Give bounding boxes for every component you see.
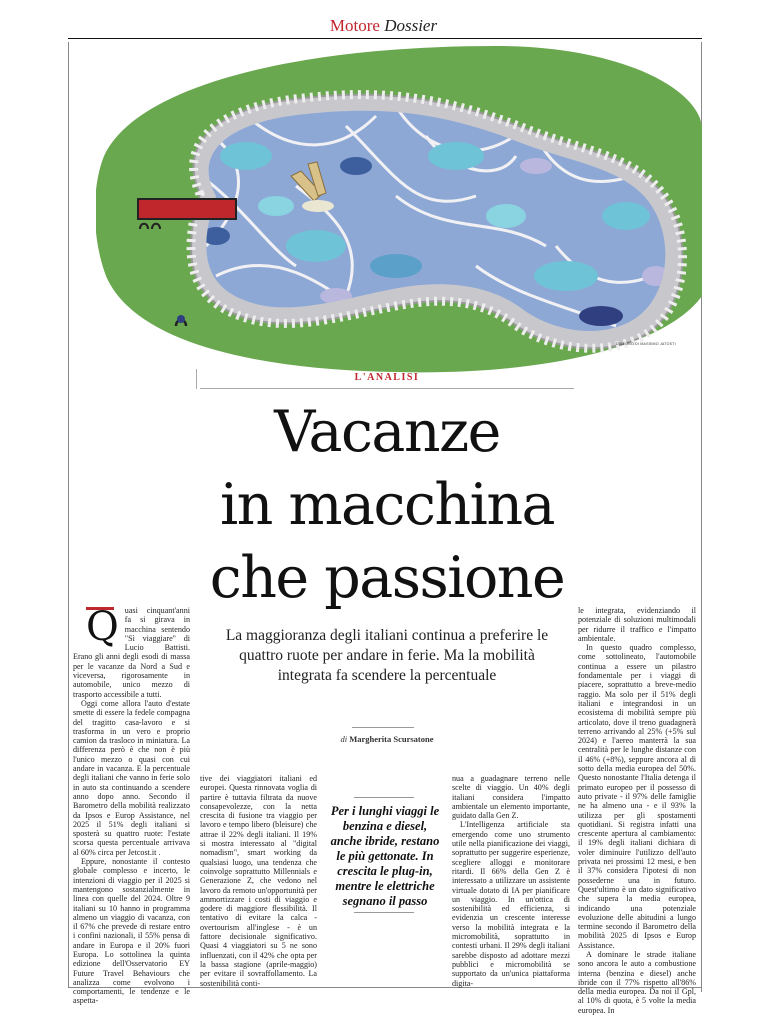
page-header (0, 0, 767, 40)
frame-left-rule (68, 42, 69, 987)
article-subtitle: La maggioranza degli italiani continua a preferire le quattro ruote per andare in ferie. Ma la mobilità integrata fa scendere la percentuale (225, 627, 549, 684)
paragraph: le integrata, evidenziando il potenziale di soluzioni multimodali per ridurre il traffico e l'impatto ambientale. (578, 606, 696, 643)
article-kicker: L'ANALISI (354, 372, 420, 383)
byline-rule (352, 727, 414, 728)
text-column-1 (73, 606, 190, 1006)
paragraph: A dominare le strade italiane sono ancora le auto a combustione interna (benzina e diesel) anche ibride con il 77% rispetto all'86% della media europea. Da noi il Gpl, al 10% di quota, è 5 volte la media europea. In (578, 949, 696, 1015)
dropcap: Q (86, 604, 119, 650)
author-name: Margherita Scursatone (349, 734, 434, 744)
pullquote: Per i lunghi viaggi le benzina e diesel, anche ibride, restano le più gettonate. In crescita le plug-in, mentre le elettriche segnano il passo (330, 804, 440, 908)
article-title (200, 396, 574, 615)
text-column-4 (578, 606, 696, 1015)
paragraph: In questo quadro complesso, come sottolineato, l'automobile continua a essere un pilastro fondamentale per i viaggi di piacere, soprattutto a breve-medio raggio. Ma solo per il 51% degli italiani e integrandosi in un ecosistema di mobilità sempre più articolato, dove il treno guadagnerà terreno arrivando al 25% (+5% sul 2024) e l'aereo manterrà la sua centralità per le lunghe distanze con il 46% (+8%), seppure ancora al di sotto della media europea del 50%. Questo nonostante l'Italia detenga il primato europeo per il possesso di auto private - il 97% delle famiglie ne ha almeno una - e il 93% la utilizza per gli spostamenti quotidiani. Si registra infatti una crescente apertura al cambiamento: il 19% degli italiani dichiara di voler diminuire l'utilizzo dell'auto privata nei prossimi 12 mesi, e ben il 37% considera l'ipotesi di non possederne una in futuro. Quest'ultimo è un dato significativo che supera la media europea, indicando una potenziale evoluzione delle abitudini a lungo termine secondo il Barometro della mobilità 2025 di Ipsos e Europ Assistance. (578, 643, 696, 950)
paragraph: Eppure, nonostante il contesto globale complesso e incerto, le intenzioni di viaggio per il 2025 si mantengono sostanzialmente in linea con quelle del 2024. Oltre 9 italiani su 10 hanno in programma almeno un viaggio di vacanza, con il 67% che prevede di restare entro i confini nazionali, il 55% pensa di andare in Europa e il 20% fuori Europa. Lo sottolinea la quinta edizione dell'Osservatorio EY Future Travel Behaviours che analizza come evolvono i comportamenti, le tendenze e le aspetta- (73, 857, 190, 1006)
pullquote-rule-top (354, 797, 414, 798)
text-column-2 (200, 774, 317, 988)
pullquote-rule-bottom (354, 912, 414, 913)
byline-prefix: di (340, 734, 348, 744)
title-line-1: Vacanze (274, 399, 500, 465)
subsection-name: Dossier (384, 16, 438, 35)
section-title (0, 16, 767, 36)
paragraph: tive dei viaggiatori italiani ed europei. Questa rinnovata voglia di partire è tuttavia filtrata da nuove consapevolezze, con la netta crescita di fusione tra viaggio per lavoro e tempo libero (bleisure) che attrae il 22% degli italiani. Il 19% si mostra interessato al "digital nomadism", smart working da qualsiasi luogo, una tendenza che coinvolge soprattutto Millennials e Generazione Z, che vedono nel lavoro da remoto un'opportunità per ammortizzare i costi di viaggio e godere di maggiore flessibilità. Il tentativo di evitare la calca - overtourism all'inglese - è un fattore decisionale significativo. Quasi 4 viaggiatori su 5 ne sono influenzati, con il 42% che opta per la bassa stagione (aprile-maggio) per evitare il sovraffollamento. La sostenibilità conti- (200, 774, 317, 988)
paragraph: nua a guadagnare terreno nelle scelte di viaggio. Un 40% degli italiani considera l'impatto ambientale un elemento importante, guidato dalla Gen Z. (452, 774, 570, 821)
illustration-credit: DISEGNO DI MASSIMO JATOSTI (616, 342, 676, 346)
swimming-pool-illustration (96, 46, 702, 376)
title-line-2: in macchina (219, 472, 555, 538)
diving-board (138, 199, 236, 219)
kicker-side-rule (196, 369, 197, 389)
paragraph: uasi cinquant'anni fa si girava in macchina sentendo "Sì viaggiare" di Lucio Battisti. Erano gli anni degli esodi di massa per le vacanze da Nord a Sud e viceversa, rigorosamente in automobile, unico mezzo di trasporto accessibile a tutti. (73, 606, 190, 699)
paragraph: Oggi come allora l'auto d'estate smette di essere la fedele compagna del tragitto casa-lavoro e si trasforma in un vero e proprio camion da trasloco in miniatura. La differenza però è che non è più l'unico mezzo o quasi con cui andare in vacanza. E la percentuale degli italiani che vanno in ferie solo in auto sta continuando a scendere anno dopo anno. Secondo il Barometro della mobilità realizzato da Ipsos e Europ Assistance, nel 2025 il 51% degli italiani si sposterà su quattro ruote: l'estate scorsa questa percentuale arrivava al 60% circa per Jetcost.it . (73, 698, 190, 857)
section-name: Motore (329, 16, 380, 35)
header-rule (68, 38, 702, 39)
paragraph: L'Intelligenza artificiale sta emergendo come uno strumento utile nella pianificazione dei viaggi, soprattutto per suggerire esperienze, scegliere alloggi e monitorare ritardi. Il 66% della Gen Z è interessato a utilizzare un assistente virtuale dotato di IA per pianificare un viaggio. In un'ottica di sostenibilità ed efficienza, si evidenzia un crescente interesse verso la mobilità integrata e la micromobilità, soprattutto in contesti urbani. Il 29% degli italiani sarebbe disposto ad adottare mezzi pubblici e micromobilità se supportato da un'unica piattaforma digita- (452, 820, 570, 988)
byline (200, 734, 574, 744)
text-column-3 (452, 774, 570, 988)
title-line-3: che passione (209, 545, 565, 611)
kicker-rule (200, 388, 574, 389)
